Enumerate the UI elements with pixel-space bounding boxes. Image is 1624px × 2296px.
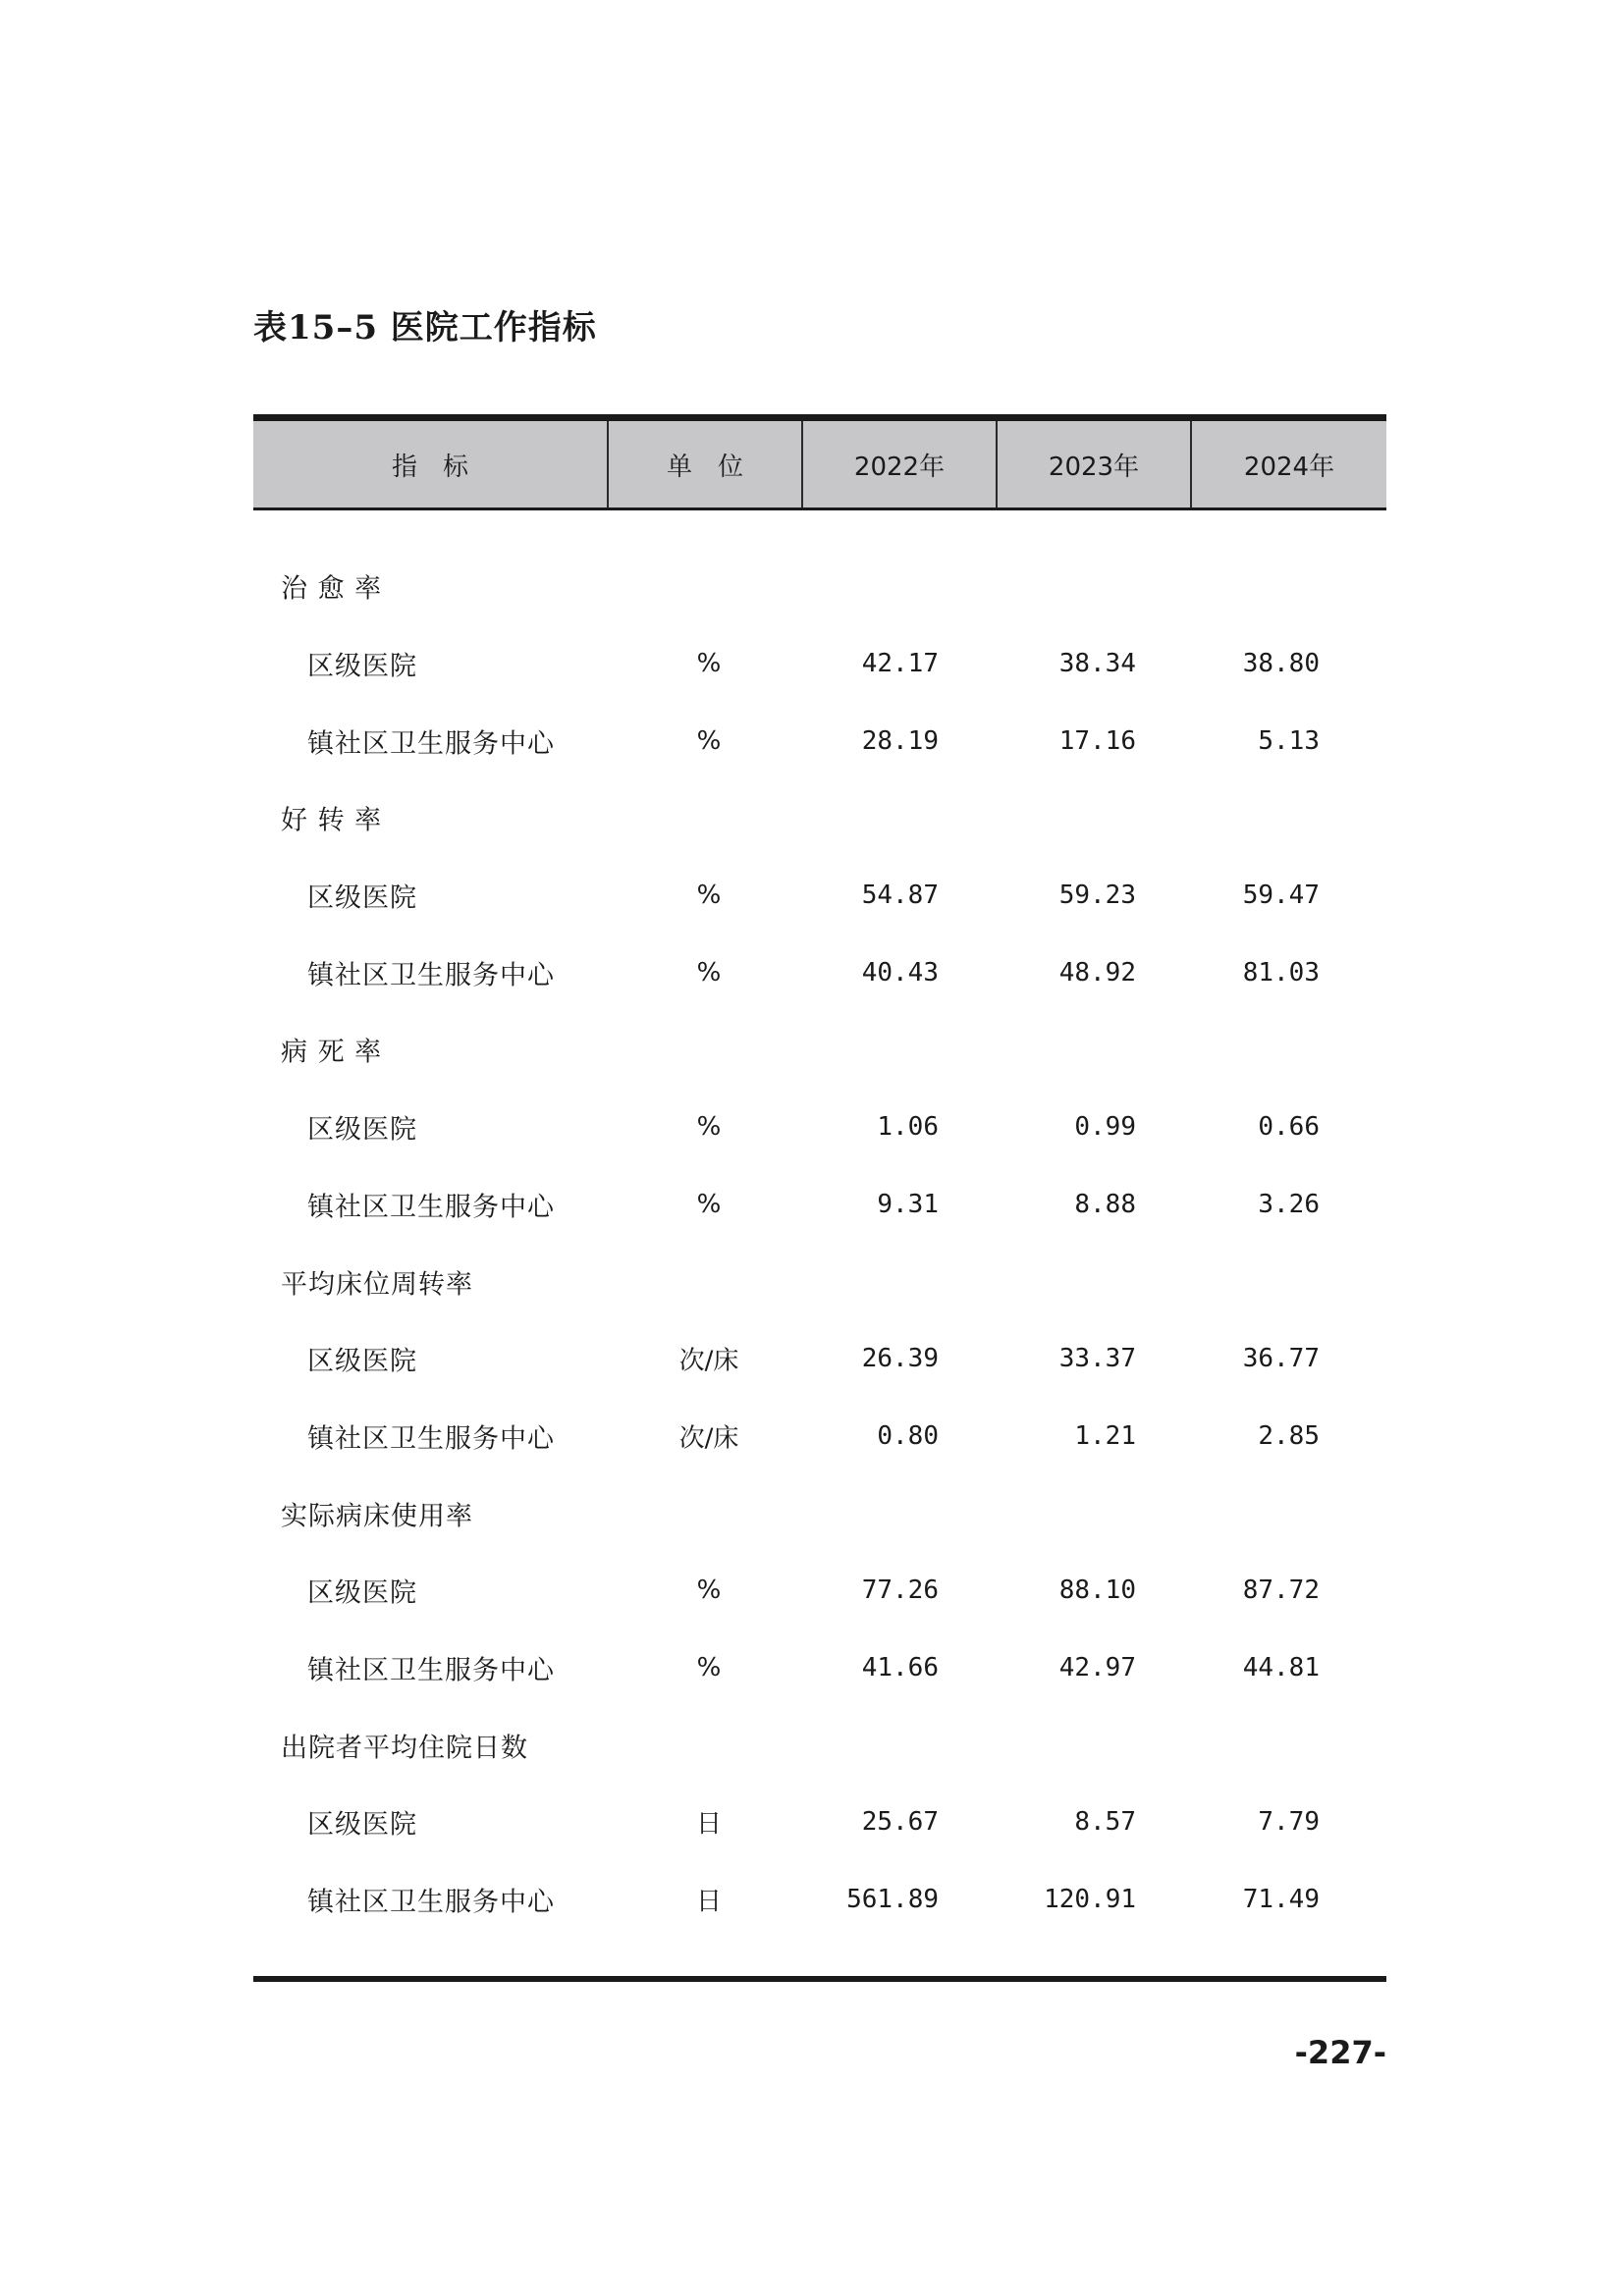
row-unit: % [696,1189,722,1219]
value-2023: 88.10 [1058,1575,1136,1606]
value-2022: 54.87 [861,881,939,911]
table-header [253,421,1386,507]
value-2024: 38.80 [1242,649,1320,679]
table-group-row [253,1706,1386,1784]
row-label: 区级医院 [307,882,417,914]
header-indicator: 指 标 [253,421,609,507]
row-label: 镇社区卫生服务中心 [307,1423,555,1455]
table-title: 表15–5 医院工作指标 [253,308,597,347]
table-row [253,857,1386,934]
value-2023: 1.21 [1074,1420,1136,1451]
value-2024: 36.77 [1242,1344,1320,1374]
row-unit: 日 [695,1809,722,1840]
value-2024: 3.26 [1258,1189,1320,1219]
header-2024: 2024年 [1243,452,1335,482]
row-label: 平均床位周转率 [281,1269,473,1301]
value-2024: 5.13 [1258,725,1320,756]
value-2023: 59.23 [1058,881,1136,911]
row-unit: % [696,1112,722,1143]
row-unit: 次/床 [678,1346,739,1376]
row-label: 治 愈 率 [281,573,383,605]
value-2022: 40.43 [861,957,939,988]
value-2024: 87.72 [1242,1575,1320,1606]
value-2023: 38.34 [1058,649,1136,679]
value-2023: 120.91 [1044,1885,1136,1915]
row-unit: 次/床 [678,1423,739,1454]
row-unit: % [696,649,722,679]
value-2024: 81.03 [1242,957,1320,988]
table-row [253,1320,1386,1398]
table-row [253,1552,1386,1629]
value-2023: 42.97 [1058,1652,1136,1682]
value-2022: 77.26 [861,1575,939,1606]
table-group-row [253,1011,1386,1089]
row-label: 区级医院 [307,1809,417,1841]
value-2024: 0.66 [1258,1112,1320,1143]
header-unit: 单 位 [609,421,803,507]
row-unit: % [696,1575,722,1606]
value-2023: 48.92 [1058,957,1136,988]
row-label: 出院者平均住院日数 [281,1733,528,1764]
table-row [253,1089,1386,1166]
row-label: 区级医院 [307,1577,417,1609]
row-unit: % [696,725,722,756]
table-row [253,1784,1386,1861]
table-group-row [253,779,1386,857]
row-label: 镇社区卫生服务中心 [307,960,555,991]
table-row [253,1861,1386,1939]
row-label: 镇社区卫生服务中心 [307,1192,555,1223]
value-2022: 26.39 [861,1344,939,1374]
value-2022: 9.31 [877,1189,939,1219]
table-bottom-rule [253,1976,1386,1982]
row-unit: % [696,957,722,988]
value-2023: 33.37 [1058,1344,1136,1374]
row-unit: % [696,1652,722,1682]
value-2023: 8.88 [1074,1189,1136,1219]
value-2022: 0.80 [877,1420,939,1451]
header-2022: 2022年 [803,421,998,507]
value-2023: 8.57 [1074,1807,1136,1838]
row-label: 区级医院 [307,651,417,682]
table-group-row [253,1243,1386,1320]
value-2022: 41.66 [861,1652,939,1682]
table-header-rule [253,507,1386,510]
value-2023: 0.99 [1074,1112,1136,1143]
value-2022: 42.17 [861,649,939,679]
table-row [253,1629,1386,1707]
header-2023: 2023年 [998,421,1192,507]
value-2024: 2.85 [1258,1420,1320,1451]
table-top-rule [253,414,1386,421]
value-2024: 7.79 [1258,1807,1320,1838]
table-row [253,625,1386,703]
row-label: 区级医院 [307,1114,417,1146]
row-label: 镇社区卫生服务中心 [307,1655,555,1686]
table-body [253,548,1386,1938]
value-2022: 25.67 [861,1807,939,1838]
row-label: 病 死 率 [281,1037,383,1068]
row-label: 实际病床使用率 [281,1501,473,1532]
table-row [253,1398,1386,1475]
row-unit: 日 [695,1887,722,1917]
value-2024: 59.47 [1242,881,1320,911]
table-group-row [253,1474,1386,1552]
value-2024: 44.81 [1242,1652,1320,1682]
table-row [253,1166,1386,1244]
value-2022: 28.19 [861,725,939,756]
page-number: -227- [1294,2034,1386,2071]
table-group-row [253,548,1386,625]
table-row [253,934,1386,1011]
row-label: 好 转 率 [281,805,383,836]
value-2022: 561.89 [846,1885,939,1915]
table-row [253,702,1386,779]
row-unit: % [696,881,722,911]
row-label: 区级医院 [307,1346,417,1377]
value-2023: 17.16 [1058,725,1136,756]
row-label: 镇社区卫生服务中心 [307,1887,555,1918]
row-label: 镇社区卫生服务中心 [307,728,555,760]
value-2024: 71.49 [1242,1885,1320,1915]
value-2022: 1.06 [877,1112,939,1143]
